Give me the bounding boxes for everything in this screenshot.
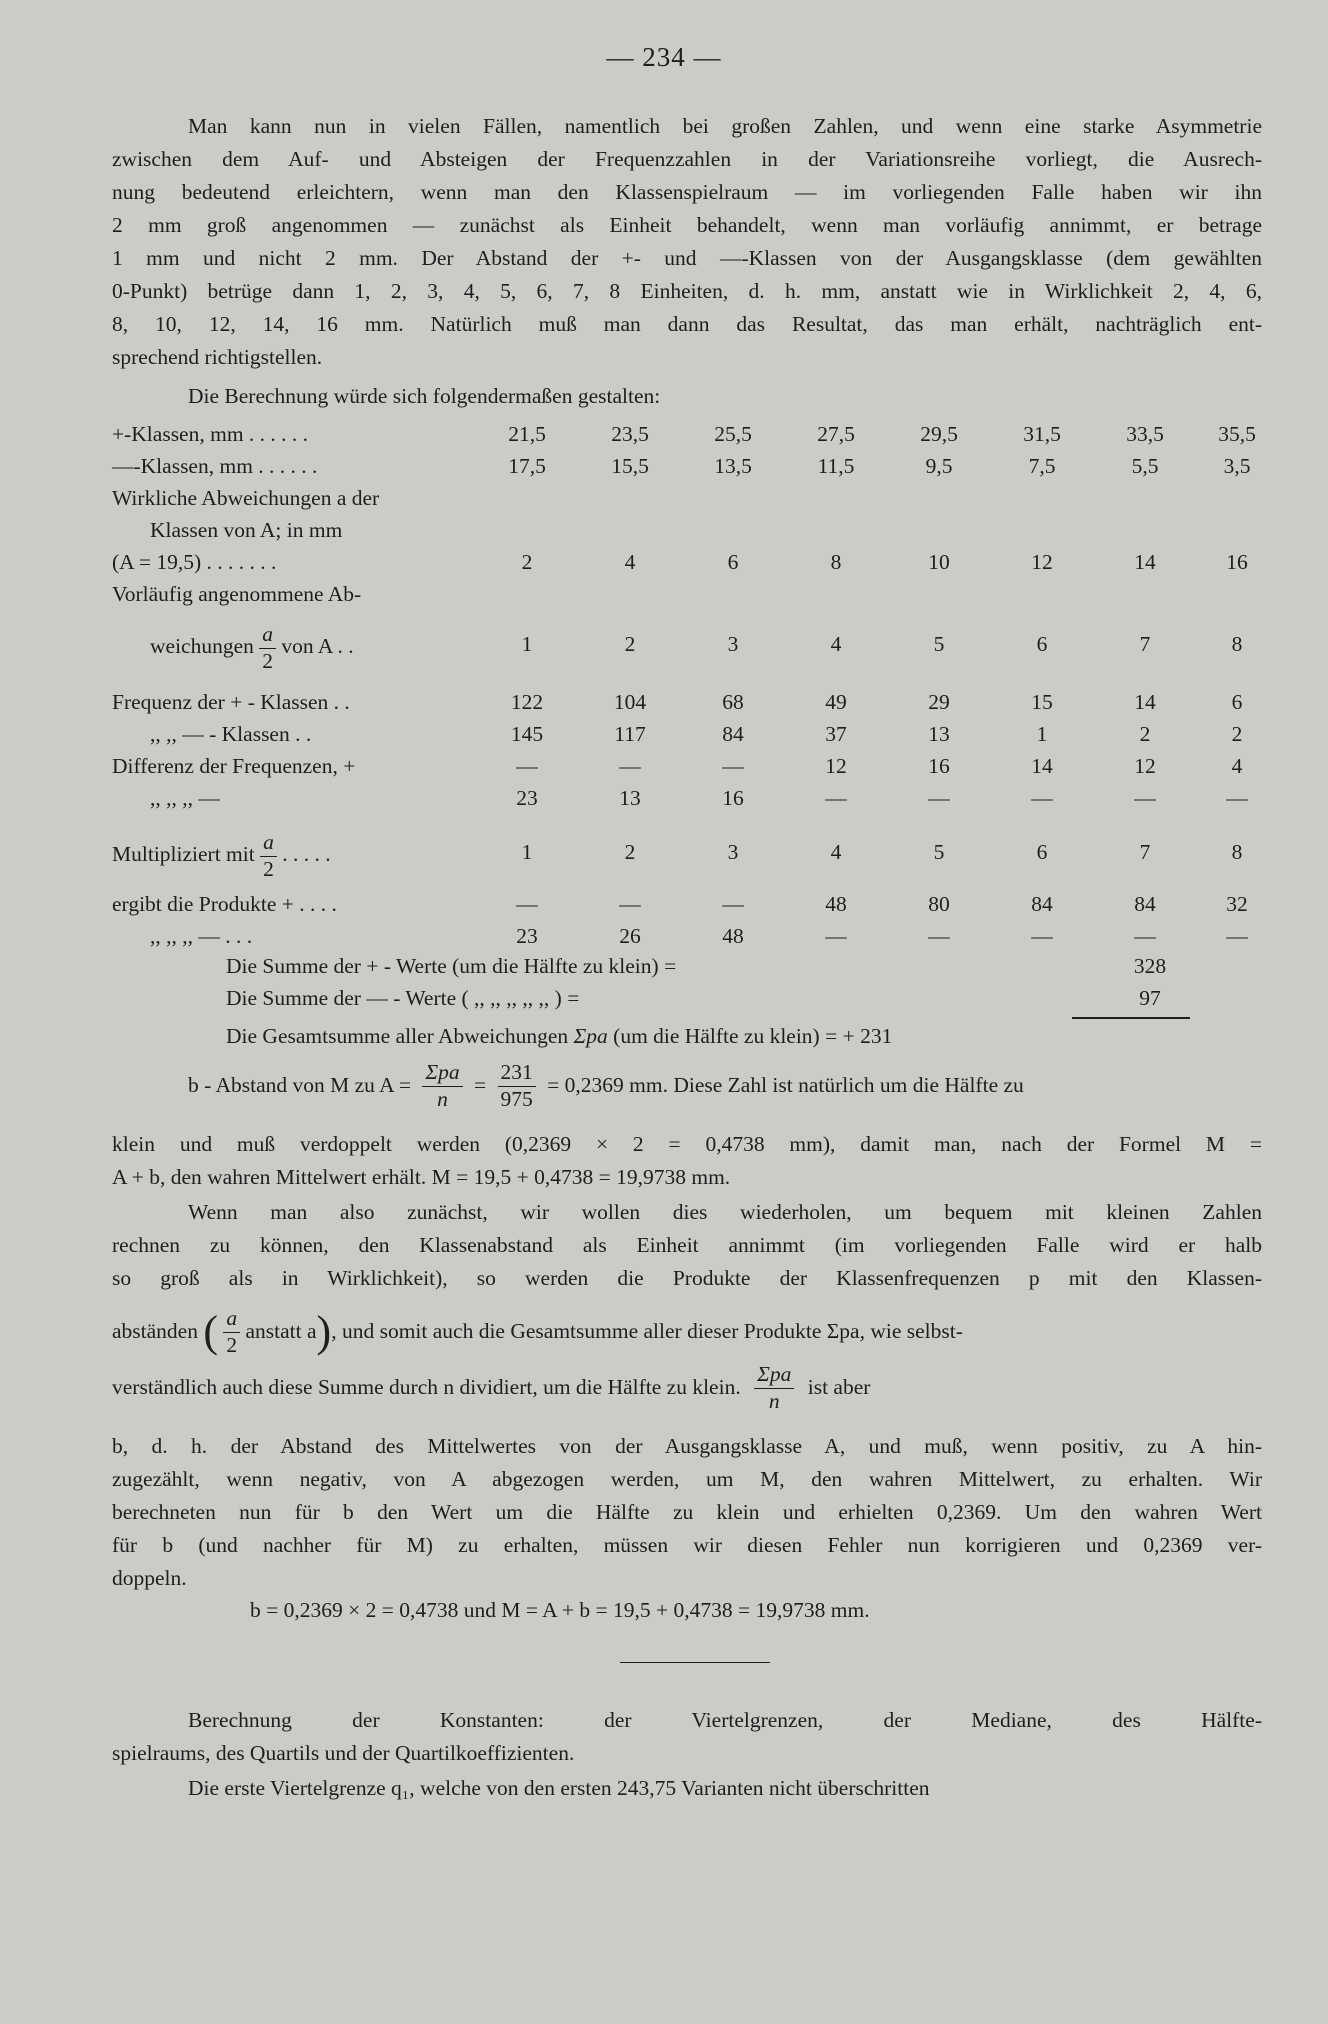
table-cell: 16 bbox=[1226, 550, 1248, 574]
text-line: sprechend richtigstellen. bbox=[112, 345, 323, 369]
table-cell: 145 bbox=[510, 722, 544, 746]
text-segment: , und somit auch die Gesamtsumme aller dieser Produkte Σpa, wie selbst- bbox=[331, 1319, 963, 1344]
table-cell: 33,5 bbox=[1126, 422, 1164, 446]
fraction-numerator: 231 bbox=[498, 1062, 536, 1087]
table-row-diff-plus bbox=[112, 754, 1272, 784]
section-heading bbox=[112, 1704, 1262, 1770]
table-cell: — bbox=[1134, 924, 1156, 948]
table-cell: 7,5 bbox=[1028, 454, 1056, 478]
table-cell: 21,5 bbox=[508, 422, 546, 446]
text-line: 2 mm groß angenommen — zunächst als Einheit behandelt, wenn man vorläufig annimmt, er betrage bbox=[112, 213, 1262, 237]
table-cell: 23,5 bbox=[611, 422, 649, 446]
table-cell: 2 bbox=[1231, 722, 1243, 746]
table-cell: 4 bbox=[830, 632, 842, 656]
row-label: Frequenz der + - Klassen . . bbox=[112, 690, 350, 714]
table-cell: 1 bbox=[521, 840, 533, 864]
row-label: —-Klassen, mm . . . . . . bbox=[112, 454, 318, 478]
table-cell: 14 bbox=[1134, 550, 1156, 574]
table-cell: 8 bbox=[1231, 632, 1243, 656]
fraction-denominator: 975 bbox=[500, 1086, 533, 1111]
sum-plus-value: 328 bbox=[1133, 954, 1167, 978]
table-cell: — bbox=[1134, 786, 1156, 810]
close-paren: ) bbox=[316, 1307, 332, 1356]
label-text: . . . . . bbox=[282, 841, 331, 866]
fraction-a-over-2 bbox=[259, 624, 276, 672]
text-line: klein und muß verdoppelt werden (0,2369 × 2 = 0,4738 mm), damit man, nach der Formel M = bbox=[112, 1132, 1262, 1156]
fraction-231-over-975 bbox=[498, 1062, 536, 1110]
row-label: Vorläufig angenommene Ab- bbox=[112, 582, 362, 606]
table-cell: 2 bbox=[624, 632, 636, 656]
table-row-multiplier bbox=[112, 830, 1272, 881]
table-row-products-minus bbox=[112, 924, 1272, 954]
label-text: Multipliziert mit bbox=[112, 841, 255, 866]
table-cell: 23 bbox=[516, 786, 538, 810]
sum-minus-value: 97 bbox=[1139, 986, 1161, 1010]
table-cell: 15 bbox=[1031, 690, 1053, 714]
table-row-products-plus bbox=[112, 892, 1272, 922]
fraction-a-over-2 bbox=[223, 1308, 240, 1356]
table-cell: 10 bbox=[928, 550, 950, 574]
table-cell: 3 bbox=[727, 632, 739, 656]
table-row-label-line bbox=[112, 582, 1272, 612]
text-line: 0-Punkt) betrüge dann 1, 2, 3, 4, 5, 6, 7, 8 Einheiten, d. h. mm, anstatt wie in Wirklichkeit 2, 4, 6, bbox=[112, 279, 1262, 303]
table-cell: — bbox=[722, 754, 744, 778]
table-row-label-line bbox=[112, 486, 1272, 516]
fraction-denominator: n bbox=[768, 1388, 780, 1413]
text-line: 8, 10, 12, 14, 16 mm. Natürlich muß man dann das Resultat, das man erhält, nachträglich ent- bbox=[112, 312, 1262, 336]
table-cell: 84 bbox=[1031, 892, 1053, 916]
formula-result: = 0,2369 mm. Diese Zahl ist natürlich um die Hälfte zu bbox=[547, 1073, 1024, 1098]
paragraph-explanation bbox=[112, 1196, 1262, 1295]
table-cell: 29,5 bbox=[920, 422, 958, 446]
table-cell: 5 bbox=[933, 632, 945, 656]
table-cell: 12 bbox=[825, 754, 847, 778]
fraction-a-over-2 bbox=[260, 832, 277, 880]
table-cell: 15,5 bbox=[611, 454, 649, 478]
text-line: nung bedeutend erleichtern, wenn man den Klassenspielraum — im vorliegenden Falle haben wir ihn bbox=[112, 180, 1262, 204]
row-label: +-Klassen, mm . . . . . . bbox=[112, 422, 309, 446]
row-label: Differenz der Frequenzen, + bbox=[112, 754, 356, 778]
table-cell: 32 bbox=[1226, 892, 1248, 916]
table-cell: 1 bbox=[1036, 722, 1048, 746]
table-cell: 26 bbox=[619, 924, 641, 948]
row-label bbox=[112, 832, 331, 880]
table-cell: 31,5 bbox=[1023, 422, 1061, 446]
row-label: Klassen von A; in mm bbox=[150, 518, 343, 542]
text-line: b, d. h. der Abstand des Mittelwertes von der Ausgangsklasse A, und muß, wenn positiv, zu A hin- bbox=[112, 1434, 1262, 1458]
total-sum-line bbox=[226, 1024, 892, 1049]
equals-sign: = bbox=[473, 1073, 487, 1098]
label-text: von A . . bbox=[281, 633, 354, 658]
table-row-assumed-deviations bbox=[112, 622, 1272, 673]
paragraph-intro bbox=[112, 110, 1262, 374]
table-cell: — bbox=[1031, 924, 1053, 948]
fraction-denominator: 2 bbox=[226, 1332, 238, 1357]
text-line: Berechnung der Konstanten: der Viertelgrenzen, der Mediane, des Hälfte- bbox=[188, 1708, 1262, 1732]
paragraph-quartile bbox=[112, 1772, 1262, 1805]
table-cell: 13,5 bbox=[714, 454, 752, 478]
table-cell: — bbox=[825, 786, 847, 810]
table-cell: 7 bbox=[1139, 840, 1151, 864]
fraction-numerator: Σpa bbox=[754, 1364, 794, 1389]
table-cell: — bbox=[619, 892, 641, 916]
row-label: (A = 19,5) . . . . . . . bbox=[112, 550, 277, 574]
table-cell: 68 bbox=[722, 690, 744, 714]
row-label bbox=[150, 624, 354, 672]
calculation-intro: Die Berechnung würde sich folgendermaßen gestalten: bbox=[188, 384, 661, 408]
table-cell: 29 bbox=[928, 690, 950, 714]
table-cell: — bbox=[825, 924, 847, 948]
text-line: Die erste Viertelgrenze q₁, welche von den ersten 243,75 Varianten nicht überschritten bbox=[188, 1776, 930, 1800]
table-cell: — bbox=[928, 924, 950, 948]
fraction-sigma-pa-over-n bbox=[422, 1062, 462, 1110]
table-cell: 14 bbox=[1134, 690, 1156, 714]
table-cell: 6 bbox=[1036, 840, 1048, 864]
row-label: ,, ,, ,, — bbox=[150, 786, 220, 810]
table-cell: 2 bbox=[624, 840, 636, 864]
table-cell: 80 bbox=[928, 892, 950, 916]
fraction-numerator: a bbox=[259, 624, 276, 649]
table-cell: 4 bbox=[830, 840, 842, 864]
table-cell: 1 bbox=[521, 632, 533, 656]
sum-plus-text: Die Summe der + - Werte (um die Hälfte zu klein) = bbox=[226, 954, 677, 978]
table-cell: 7 bbox=[1139, 632, 1151, 656]
table-cell: 84 bbox=[722, 722, 744, 746]
table-cell: 14 bbox=[1031, 754, 1053, 778]
table-cell: 35,5 bbox=[1218, 422, 1256, 446]
text-line: so groß als in Wirklichkeit), so werden die Produkte der Klassenfrequenzen p mit den Klassen- bbox=[112, 1266, 1262, 1290]
total-sum-result: (um die Hälfte zu klein) = + 231 bbox=[613, 1024, 893, 1048]
sum-minus-text: Die Summe der — - Werte ( ,, ,, ,, ,, ,, ) = bbox=[226, 986, 580, 1010]
table-cell: — bbox=[516, 892, 538, 916]
table-cell: 6 bbox=[1231, 690, 1243, 714]
label-text: weichungen bbox=[150, 633, 254, 658]
text-line: Wenn man also zunächst, wir wollen dies wiederholen, um bequem mit kleinen Zahlen bbox=[188, 1200, 1262, 1224]
fraction-denominator: 2 bbox=[262, 648, 274, 673]
fraction-numerator: a bbox=[260, 832, 277, 857]
text-line: doppeln. bbox=[112, 1566, 187, 1590]
table-row-label-line bbox=[112, 518, 1272, 548]
table-cell: 17,5 bbox=[508, 454, 546, 478]
text-segment: anstatt a bbox=[245, 1319, 317, 1344]
table-cell: 5,5 bbox=[1131, 454, 1159, 478]
table-cell: — bbox=[516, 754, 538, 778]
table-cell: 117 bbox=[614, 722, 646, 746]
table-cell: 3,5 bbox=[1223, 454, 1251, 478]
table-cell: 6 bbox=[727, 550, 739, 574]
text-line: zugezählt, wenn negativ, von A abgezogen werden, um M, den wahren Mittelwert, zu erhalten. Wir bbox=[112, 1467, 1262, 1491]
sigma-pa: Σpa bbox=[573, 1024, 608, 1048]
table-cell: — bbox=[928, 786, 950, 810]
table-cell: 6 bbox=[1036, 632, 1048, 656]
paragraph-after-formula bbox=[112, 1128, 1262, 1194]
table-cell: 84 bbox=[1134, 892, 1156, 916]
formula-text: b - Abstand von M zu A = bbox=[188, 1073, 411, 1098]
table-cell: 25,5 bbox=[714, 422, 752, 446]
table-cell: 23 bbox=[516, 924, 538, 948]
table-cell: 48 bbox=[722, 924, 744, 948]
table-cell: 37 bbox=[825, 722, 847, 746]
table-cell: 122 bbox=[510, 690, 544, 714]
text-line: A + b, den wahren Mittelwert erhält. M = 19,5 + 0,4738 = 19,9738 mm. bbox=[112, 1165, 731, 1189]
table-cell: — bbox=[1226, 786, 1248, 810]
fraction-denominator: 2 bbox=[263, 856, 274, 881]
table-row-diff-minus bbox=[112, 786, 1272, 816]
table-cell: 11,5 bbox=[817, 454, 855, 478]
row-label: ,, ,, ,, — . . . bbox=[150, 924, 253, 948]
table-cell: 16 bbox=[722, 786, 744, 810]
text-line: Man kann nun in vielen Fällen, namentlich bei großen Zahlen, und wenn eine starke Asymmetrie bbox=[188, 114, 1262, 138]
table-row-actual-deviations bbox=[112, 550, 1272, 580]
text-segment: verständlich auch diese Summe durch n dividiert, um die Hälfte zu klein. bbox=[112, 1375, 741, 1400]
table-cell: 13 bbox=[928, 722, 950, 746]
sum-rule bbox=[1072, 1017, 1190, 1019]
page-number: — 234 — bbox=[606, 42, 722, 72]
total-sum-text: Die Gesamtsumme aller Abweichungen bbox=[226, 1024, 569, 1048]
b-formula bbox=[188, 1062, 1024, 1110]
table-cell: 2 bbox=[1139, 722, 1151, 746]
row-label: ergibt die Produkte + . . . . bbox=[112, 892, 337, 916]
table-row-freq-plus bbox=[112, 690, 1272, 720]
row-label: ,, ,, — - Klassen . . bbox=[150, 722, 312, 746]
row-label: Wirkliche Abweichungen a der bbox=[112, 486, 380, 510]
table-cell: 13 bbox=[619, 786, 641, 810]
table-cell: 8 bbox=[1231, 840, 1243, 864]
table-cell: 49 bbox=[825, 690, 847, 714]
fraction-numerator: Σpa bbox=[422, 1062, 462, 1087]
table-cell: — bbox=[1031, 786, 1053, 810]
table-cell: 104 bbox=[613, 690, 647, 714]
table-cell: 2 bbox=[521, 550, 533, 574]
text-line: berechneten nun für b den Wert um die Hälfte zu klein und erhielten 0,2369. Um den wahren Wert bbox=[112, 1500, 1262, 1524]
text-segment: abständen bbox=[112, 1319, 198, 1344]
table-cell: 12 bbox=[1134, 754, 1156, 778]
table-row-minus-classes bbox=[112, 454, 1272, 484]
text-segment: ist aber bbox=[807, 1375, 871, 1400]
table-cell: 48 bbox=[825, 892, 847, 916]
table-cell: — bbox=[619, 754, 641, 778]
paragraph-line-fraction bbox=[112, 1364, 870, 1412]
section-divider bbox=[620, 1662, 770, 1663]
text-line: rechnen zu können, den Klassenabstand als Einheit annimmt (im vorliegenden Falle wird er halb bbox=[112, 1233, 1262, 1257]
final-formula: b = 0,2369 × 2 = 0,4738 und M = A + b = 19,5 + 0,4738 = 19,9738 mm. bbox=[250, 1598, 870, 1622]
text-line: 1 mm und nicht 2 mm. Der Abstand der +- und —-Klassen von der Ausgangsklasse (dem gewählten bbox=[112, 246, 1262, 270]
table-cell: 3 bbox=[727, 840, 739, 864]
table-cell: — bbox=[1226, 924, 1248, 948]
table-cell: 4 bbox=[624, 550, 636, 574]
open-paren: ( bbox=[203, 1307, 218, 1356]
table-row-freq-minus bbox=[112, 722, 1272, 752]
fraction-denominator: n bbox=[437, 1086, 448, 1111]
text-line: zwischen dem Auf- und Absteigen der Frequenzzahlen in der Variationsreihe vorliegt, die Ausrech- bbox=[112, 147, 1262, 171]
table-cell: 9,5 bbox=[925, 454, 953, 478]
paragraph-explanation-cont bbox=[112, 1430, 1262, 1595]
table-cell: — bbox=[722, 892, 744, 916]
text-line: spielraums, des Quartils und der Quartilkoeffizienten. bbox=[112, 1741, 575, 1765]
table-cell: 8 bbox=[830, 550, 842, 574]
text-line: für b (und nachher für M) zu erhalten, müssen wir diesen Fehler nun korrigieren und 0,2369 ver- bbox=[112, 1533, 1262, 1557]
table-cell: 16 bbox=[928, 754, 950, 778]
table-row-plus-classes bbox=[112, 422, 1272, 452]
fraction-sigma-pa-over-n bbox=[754, 1364, 794, 1412]
table-cell: 4 bbox=[1231, 754, 1243, 778]
table-cell: 5 bbox=[933, 840, 945, 864]
paragraph-line-fraction bbox=[112, 1308, 963, 1356]
table-cell: 27,5 bbox=[817, 422, 855, 446]
fraction-numerator: a bbox=[223, 1308, 240, 1333]
table-cell: 12 bbox=[1031, 550, 1053, 574]
